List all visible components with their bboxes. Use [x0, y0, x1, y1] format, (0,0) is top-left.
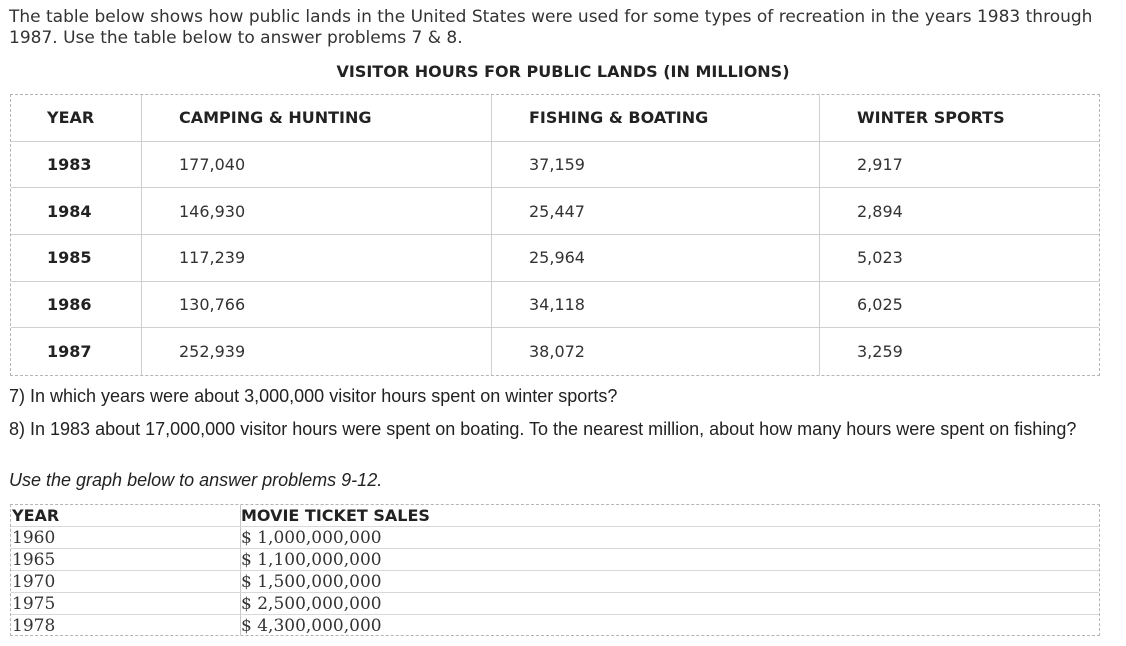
table-row: [11, 571, 1099, 593]
cell-sales: $ 1,100,000,000: [241, 550, 382, 570]
table-header-row: [11, 505, 1099, 527]
table-row-year: 1983: [11, 142, 142, 189]
movie-ticket-sales-table: [10, 504, 1100, 636]
header-year: YEAR: [11, 95, 142, 142]
table-cell-winter: 3,259: [857, 342, 903, 362]
table-row-year: 1987: [11, 328, 142, 375]
question-7: 7) In which years were about 3,000,000 visitor hours spent on winter sports?: [9, 386, 618, 406]
header-winter-sports: WINTER SPORTS: [820, 95, 1099, 142]
header-fishing-boating: FISHING & BOATING: [492, 95, 820, 142]
table-row: [11, 549, 1099, 571]
header-movie-ticket-sales: MOVIE TICKET SALES: [241, 506, 430, 525]
table-cell-camping: 146,930: [142, 188, 492, 235]
table-cell-camping: 117,239: [142, 235, 492, 282]
cell-sales: $ 1,000,000,000: [241, 528, 382, 548]
table-row-year: 1985: [11, 235, 142, 282]
table-row: [11, 527, 1099, 549]
cell-sales: $ 2,500,000,000: [241, 594, 382, 614]
table1-title: VISITOR HOURS FOR PUBLIC LANDS (IN MILLIONS): [336, 62, 790, 81]
table-row-year: 1986: [11, 282, 142, 329]
table-cell-winter: 6,025: [820, 282, 1099, 329]
cell-year: 1978: [12, 616, 56, 636]
cell-sales: $ 4,300,000,000: [241, 616, 382, 636]
cell-sales: $ 1,500,000,000: [241, 572, 382, 592]
question-8: 8) In 1983 about 17,000,000 visitor hours were spent on boating. To the nearest million, about how many hours were spent on fishing?: [9, 419, 1077, 439]
cell-year: 1960: [12, 528, 56, 548]
cell-year: 1965: [12, 550, 56, 570]
visitor-hours-grid: [11, 95, 1099, 375]
table-cell-winter: 2,917: [820, 142, 1099, 189]
table-row: [11, 615, 1099, 637]
table-cell-camping: 177,040: [142, 142, 492, 189]
table-cell-camping: 252,939: [142, 328, 492, 375]
table-row-year: 1984: [11, 188, 142, 235]
question-9-12-intro: Use the graph below to answer problems 9-12.: [9, 470, 383, 490]
cell-year: 1975: [12, 594, 56, 614]
table-cell-fishing: 38,072: [492, 328, 820, 375]
header-camping-hunting: CAMPING & HUNTING: [142, 95, 492, 142]
table-cell-fishing: 25,964: [492, 235, 820, 282]
header-year: YEAR: [12, 506, 60, 525]
table-cell-fishing: 25,447: [492, 188, 820, 235]
visitor-hours-table: [10, 94, 1100, 376]
table-row: [11, 593, 1099, 615]
table-cell-fishing: 37,159: [492, 142, 820, 189]
table-cell-camping: 130,766: [142, 282, 492, 329]
table-cell-winter: 5,023: [820, 235, 1099, 282]
table-cell-fishing: 34,118: [492, 282, 820, 329]
intro-paragraph: The table below shows how public lands in the United States were used for some types of recreation in the years 1983 through 1987. Use the table below to answer problems 7 & 8.: [9, 7, 1093, 48]
table-cell-winter: 2,894: [820, 188, 1099, 235]
cell-year: 1970: [12, 572, 56, 592]
